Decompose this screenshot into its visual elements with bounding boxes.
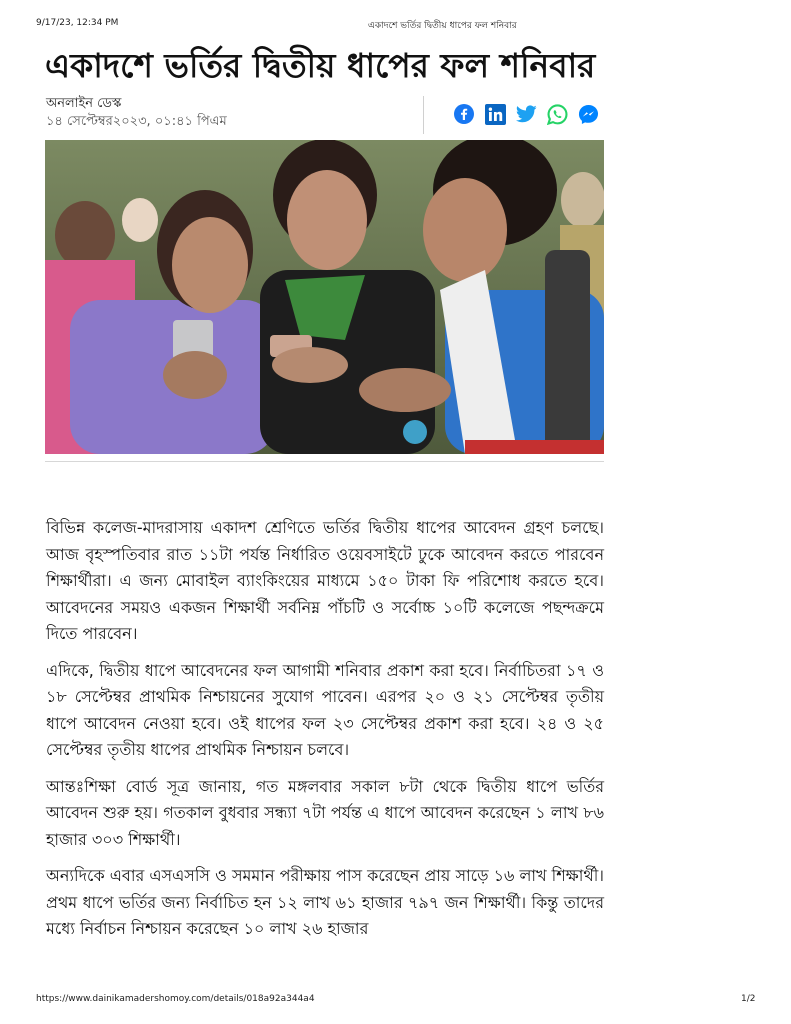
twitter-share-button[interactable] [515, 103, 537, 125]
page-url: https://www.dainikamadershomoy.com/details/018a92a344a4 [36, 994, 315, 1004]
article-photo [45, 140, 604, 454]
linkedin-icon [485, 104, 506, 125]
page-number: 1/2 [741, 994, 756, 1004]
linkedin-share-button[interactable] [484, 103, 506, 125]
author-name: অনলাইন ডেস্ক [46, 96, 122, 111]
print-footer [0, 994, 791, 1008]
students-photo-illustration [45, 140, 604, 454]
article-headline: একাদশে ভর্তির দ্বিতীয় ধাপের ফল শনিবার [45, 46, 596, 85]
messenger-share-button[interactable] [577, 103, 599, 125]
whatsapp-icon [547, 104, 568, 125]
publish-date: ১৪ সেপ্টেম্বর২০২৩, ০১:৪১ পিএম [46, 114, 227, 129]
facebook-icon [454, 104, 474, 124]
photo-divider [45, 461, 604, 462]
whatsapp-share-button[interactable] [546, 103, 568, 125]
share-buttons [453, 103, 599, 125]
facebook-share-button[interactable] [453, 103, 475, 125]
article-paragraph: এদিকে, দ্বিতীয় ধাপে আবেদনের ফল আগামী শনিবার প্রকাশ করা হবে। নির্বাচিতরা ১৭ ও ১৮ সেপ্টেম্বর প্রাথমিক নিশ্চায়নের সুযোগ পাবেন। এরপর ২০ ও ২১ সেপ্টেম্বর তৃতীয় ধাপে আবেদন নেওয়া হবে। ওই ধাপের ফল ২৩ সেপ্টেম্বর প্রকাশ করা হবে। ২৪ ও ২৫ সেপ্টেম্বর তৃতীয় ধাপের প্রাথমিক নিশ্চায়ন চলবে। [46, 660, 604, 759]
twitter-icon [516, 105, 537, 123]
article-paragraph: আন্তঃশিক্ষা বোর্ড সূত্র জানায়, গত মঙ্গলবার সকাল ৮টা থেকে দ্বিতীয় ধাপে ভর্তির আবেদন শুরু হয়। গতকাল বুধবার সন্ধ্যা ৭টা পর্যন্ত এ ধাপে আবেদন করেছেন ১ লাখ ৮৬ হাজার ৩০৩ শিক্ষার্থী। [46, 776, 604, 849]
article-paragraph: বিভিন্ন কলেজ-মাদরাসায় একাদশ শ্রেণিতে ভর্তির দ্বিতীয় ধাপের আবেদন গ্রহণ চলছে। আজ বৃহস্পতিবার রাত ১১টা পর্যন্ত নির্ধারিত ওয়েবসাইটে ঢুকে আবেদন করতে পারবেন শিক্ষার্থীরা। এ জন্য মোবাইল ব্যাংকিংয়ের মাধ্যমে ১৫০ টাকা ফি পরিশোধ করতে হবে। আবেদনের সময়ও একজন শিক্ষার্থী সর্বনিম্ন পাঁচটি ও সর্বোচ্চ ১০টি কলেজে পছন্দক্রমে দিতে পারবেন। [46, 518, 604, 643]
print-timestamp: 9/17/23, 12:34 PM [36, 18, 119, 28]
print-page-title: একাদশে ভর্তির দ্বিতীয় ধাপের ফল শনিবার [368, 21, 517, 31]
article-body [46, 515, 604, 953]
byline-divider [423, 96, 424, 134]
messenger-icon [578, 104, 599, 125]
print-header [0, 18, 791, 32]
byline [46, 95, 426, 131]
article-paragraph: অন্যদিকে এবার এসএসসি ও সমমান পরীক্ষায় পাস করেছেন প্রায় সাড়ে ১৬ লাখ শিক্ষার্থী। প্রথম ধাপে ভর্তির জন্য নির্বাচিত হন ১২ লাখ ৬১ হাজার ৭৯৭ জন শিক্ষার্থী। কিন্তু তাদের মধ্যে নির্বাচন নিশ্চায়ন করেছেন ১০ লাখ ২৬ হাজার [46, 866, 604, 938]
